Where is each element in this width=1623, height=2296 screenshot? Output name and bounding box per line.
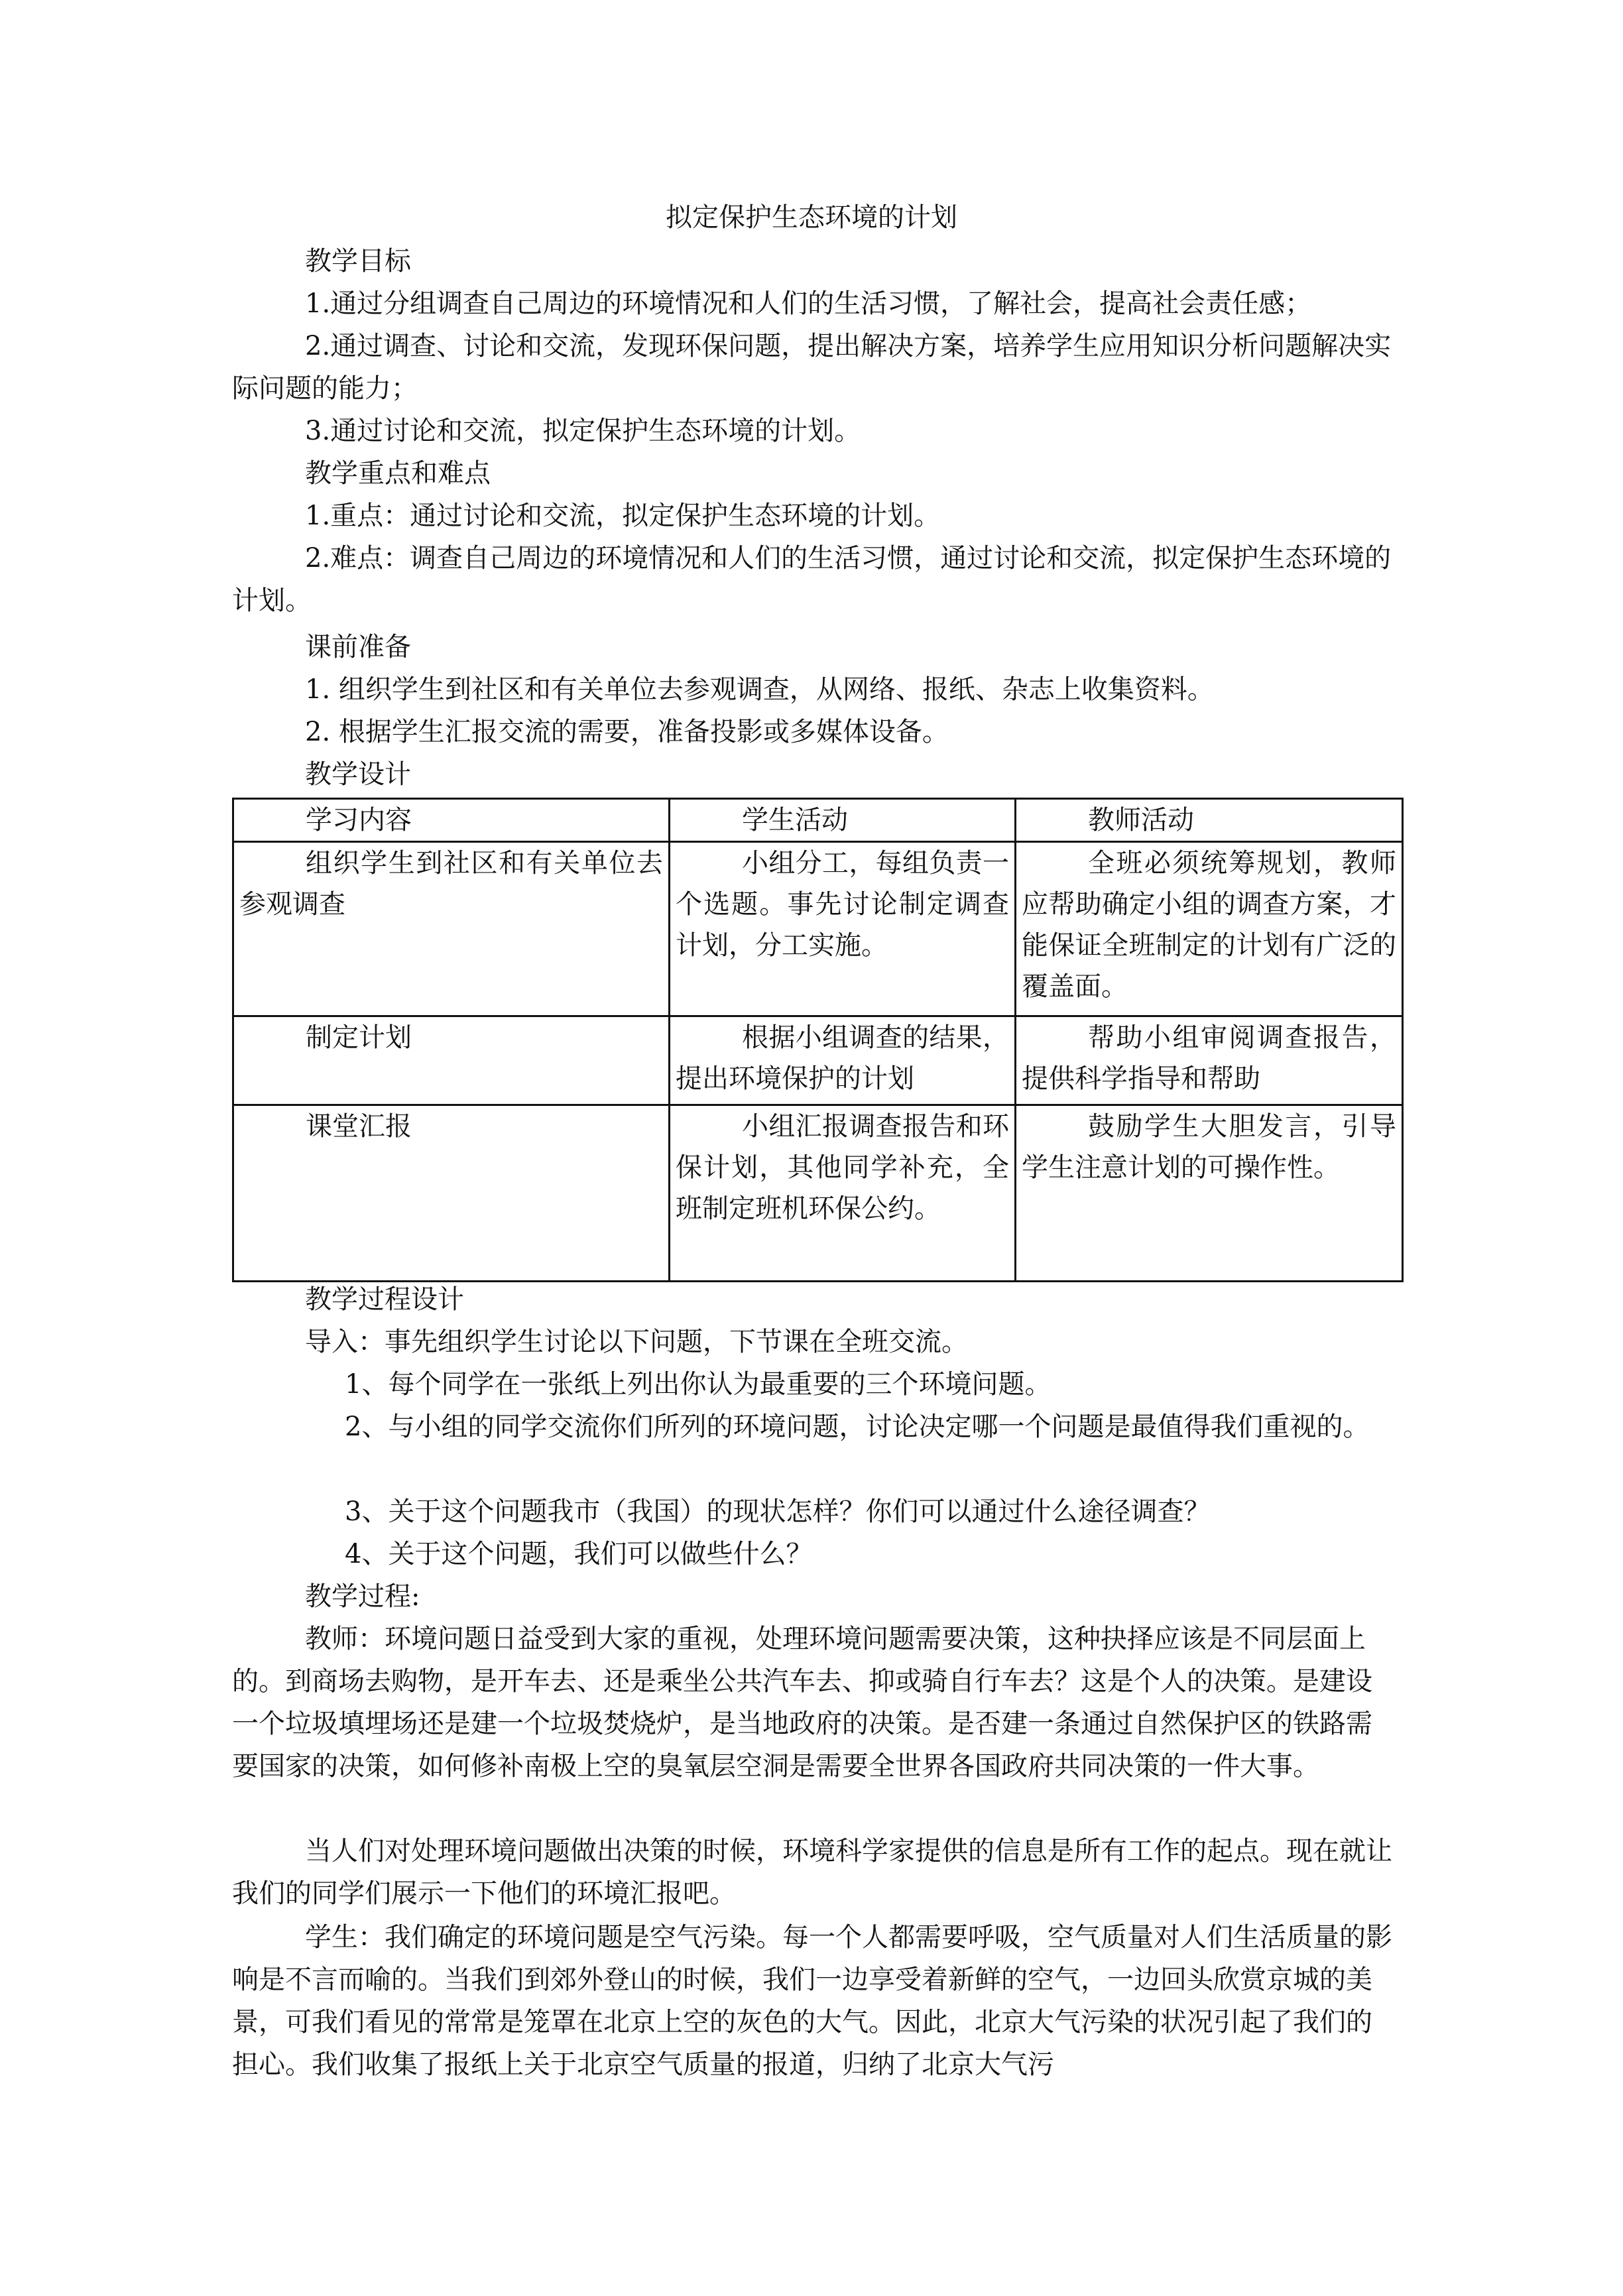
process-design-heading: 教学过程设计 — [305, 1284, 464, 1315]
design-heading: 教学设计 — [305, 759, 411, 790]
table-cell: 根据小组调查的结果，提出环境保护的计划 — [670, 1016, 1016, 1105]
objective-item: 2.通过调查、讨论和交流，发现环保问题，提出解决方案，培养学生应用知识分析问题解决实际问题的能力； — [232, 331, 1392, 404]
key-point-item: 2.难点：调查自己周边的环境情况和人们的生活习惯，通过讨论和交流，拟定保护生态环境的计划。 — [232, 543, 1392, 616]
table-cell: 鼓励学生大胆发言，引导学生注意计划的可操作性。 — [1016, 1105, 1403, 1282]
process-intro: 导入：事先组织学生讨论以下问题，下节课在全班交流。 — [305, 1327, 968, 1357]
table-header-row — [233, 799, 1403, 842]
key-points-heading: 教学重点和难点 — [305, 458, 491, 489]
table-row — [233, 1016, 1403, 1105]
teaching-design-table — [232, 798, 1404, 1282]
process-paragraph: 当人们对处理环境问题做出决策的时候，环境科学家提供的信息是所有工作的起点。现在就让我们的同学们展示一下他们的环境汇报吧。 — [232, 1836, 1392, 1909]
preparation-heading: 课前准备 — [305, 632, 411, 662]
preparation-item: 1. 组织学生到社区和有关单位去参观调查，从网络、报纸、杂志上收集资料。 — [305, 674, 1214, 705]
table-cell: 课堂汇报 — [233, 1105, 670, 1282]
process-question: 1、每个同学在一张纸上列出你认为最重要的三个环境问题。 — [345, 1369, 1052, 1400]
process-question: 3、关于这个问题我市（我国）的现状怎样？你们可以通过什么途径调查？ — [345, 1496, 1211, 1527]
table-row — [233, 842, 1403, 1016]
preparation-item: 2. 根据学生汇报交流的需要，准备投影或多媒体设备。 — [305, 717, 949, 747]
objective-item: 3.通过讨论和交流，拟定保护生态环境的计划。 — [305, 416, 861, 446]
table-row — [233, 1105, 1403, 1282]
table-cell: 小组分工，每组负责一个选题。事先讨论制定调查计划，分工实施。 — [670, 842, 1016, 1016]
column-header: 学习内容 — [233, 799, 670, 842]
objectives-heading: 教学目标 — [305, 246, 411, 276]
table-cell: 全班必须统筹规划，教师应帮助确定小组的调查方案，才能保证全班制定的计划有广泛的覆盖面。 — [1016, 842, 1403, 1016]
table-cell: 组织学生到社区和有关单位去参观调查 — [233, 842, 670, 1016]
table-cell: 小组汇报调查报告和环保计划，其他同学补充，全班制定班机环保公约。 — [670, 1105, 1016, 1282]
column-header: 教师活动 — [1016, 799, 1403, 842]
page-title: 拟定保护生态环境的计划 — [666, 202, 957, 233]
process-question: 2、与小组的同学交流你们所列的环境问题，讨论决定哪一个问题是最值得我们重视的。 — [345, 1412, 1370, 1442]
process-paragraph: 教师：环境问题日益受到大家的重视，处理环境问题需要决策，这种抉择应该是不同层面上的。到商场去购物，是开车去、还是乘坐公共汽车去、抑或骑自行车去？这是个人的决策。是建设一个垃圾填埋场还是建一个垃圾焚烧炉，是当地政府的决策。是否建一条通过自然保护区的铁路需要国家的决策，如何修补南极上空的臭氧层空洞是需要全世界各国政府共同决策的一件大事。 — [232, 1624, 1372, 1782]
objective-item: 1.通过分组调查自己周边的环境情况和人们的生活习惯，了解社会，提高社会责任感； — [305, 288, 1312, 319]
table-cell: 制定计划 — [233, 1016, 670, 1105]
process-question: 4、关于这个问题，我们可以做些什么？ — [345, 1539, 813, 1569]
key-point-item: 1.重点：通过讨论和交流，拟定保护生态环境的计划。 — [305, 501, 941, 531]
table-cell: 帮助小组审阅调查报告，提供科学指导和帮助 — [1016, 1016, 1403, 1105]
process-heading: 教学过程: — [305, 1581, 420, 1612]
process-paragraph: 学生：我们确定的环境问题是空气污染。每一个人都需要呼吸，空气质量对人们生活质量的影响是不言而喻的。当我们到郊外登山的时候，我们一边享受着新鲜的空气，一边回头欣赏京城的美景，可我们看见的常常是笼罩在北京上空的灰色的大气。因此，北京大气污染的状况引起了我们的担心。我们收集了报纸上关于北京空气质量的报道，归纳了北京大气污 — [232, 1922, 1392, 2080]
column-header: 学生活动 — [670, 799, 1016, 842]
